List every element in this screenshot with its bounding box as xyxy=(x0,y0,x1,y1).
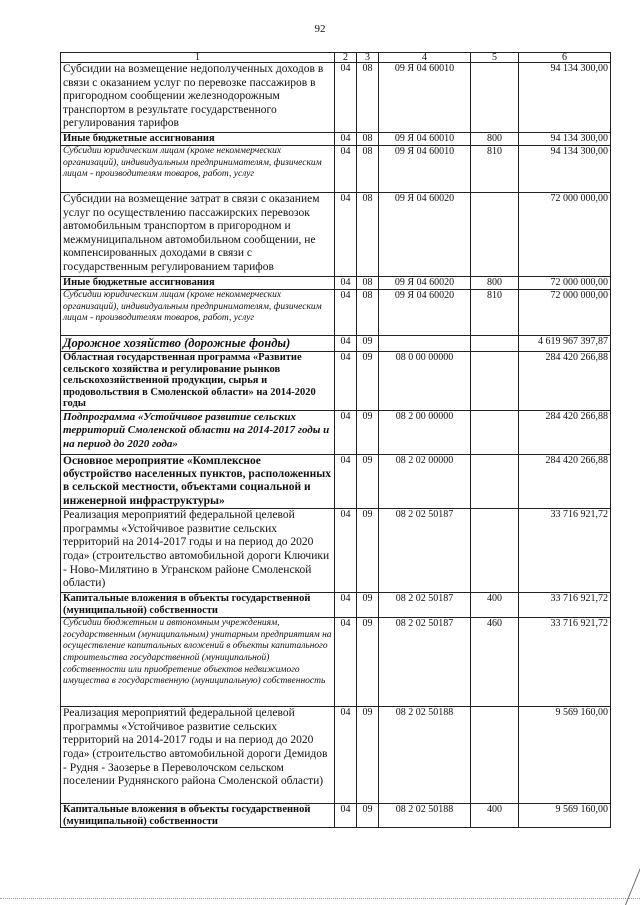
subsection-code: 09 xyxy=(357,410,379,454)
target-article-code: 09 Я 04 60020 xyxy=(379,193,471,277)
subsection-code: 09 xyxy=(357,509,379,593)
expense-type-code: 800 xyxy=(471,133,519,146)
section-code: 04 xyxy=(335,352,357,411)
expense-type-code xyxy=(471,454,519,509)
target-article-code: 09 Я 04 60020 xyxy=(379,290,471,336)
expense-type-code: 460 xyxy=(471,618,519,707)
section-code: 04 xyxy=(335,618,357,707)
expense-type-code xyxy=(471,352,519,411)
row-name: Капитальные вложения в объекты государственной (муниципальной) собственности xyxy=(61,593,335,618)
table-row xyxy=(61,618,611,707)
target-article-code: 08 2 02 50188 xyxy=(379,804,471,828)
header-col-6: 6 xyxy=(519,53,611,63)
expense-type-code: 810 xyxy=(471,290,519,336)
row-name: Основное мероприятие «Комплексное обустройство населенных пунктов, расположенных в сельской местности, объектами социальной и инженерной инфраструктуры» xyxy=(61,454,335,509)
row-name: Иные бюджетные ассигнования xyxy=(61,133,335,146)
amount: 4 619 967 397,87 xyxy=(519,336,611,352)
section-code: 04 xyxy=(335,193,357,277)
expense-type-code xyxy=(471,336,519,352)
amount: 94 134 300,00 xyxy=(519,63,611,133)
header-col-5: 5 xyxy=(471,53,519,63)
header-col-3: 3 xyxy=(357,53,379,63)
table-row xyxy=(61,146,611,193)
target-article-code: 09 Я 04 60010 xyxy=(379,63,471,133)
amount: 9 569 160,00 xyxy=(519,707,611,804)
table-row xyxy=(61,133,611,146)
section-code: 04 xyxy=(335,336,357,352)
table-row xyxy=(61,290,611,336)
expense-type-code xyxy=(471,410,519,454)
section-code: 04 xyxy=(335,410,357,454)
expense-type-code xyxy=(471,509,519,593)
header-col-2: 2 xyxy=(335,53,357,63)
section-code: 04 xyxy=(335,63,357,133)
row-name: Субсидии юридическим лицам (кроме некоммерческих организаций), индивидуальным предпринимателям, физическим лицам - производителям товаров, работ, услуг xyxy=(61,146,335,193)
row-name: Капитальные вложения в объекты государственной (муниципальной) собственности xyxy=(61,804,335,828)
budget-table xyxy=(60,52,611,828)
row-name: Областная государственная программа «Развитие сельского хозяйства и регулирование рынков сельскохозяйственной продукции, сырья и продовольствия в Смоленской области» на 2014-2020 годы xyxy=(61,352,335,411)
row-name: Реализация мероприятий федеральной целевой программы «Устойчивое развитие сельских территорий на 2014-2017 годы и на период до 2020 года» (строительство автомобильной дороги Демидов - Рудня - Заозерье в Переволочском сельском поселении Руднянского района Смоленской области) xyxy=(61,707,335,804)
section-code: 04 xyxy=(335,277,357,290)
table-row xyxy=(61,707,611,804)
target-article-code: 09 Я 04 60010 xyxy=(379,146,471,193)
subsection-code: 09 xyxy=(357,707,379,804)
header-col-4: 4 xyxy=(379,53,471,63)
table-row xyxy=(61,804,611,828)
section-code: 04 xyxy=(335,290,357,336)
target-article-code: 08 2 02 50187 xyxy=(379,618,471,707)
amount: 284 420 266,88 xyxy=(519,410,611,454)
target-article-code: 08 2 02 50187 xyxy=(379,593,471,618)
amount: 9 569 160,00 xyxy=(519,804,611,828)
subsection-code: 08 xyxy=(357,193,379,277)
target-article-code xyxy=(379,336,471,352)
subsection-code: 08 xyxy=(357,146,379,193)
page-number: 92 xyxy=(314,23,326,35)
subsection-code: 09 xyxy=(357,352,379,411)
table-row xyxy=(61,410,611,454)
subsection-code: 09 xyxy=(357,336,379,352)
table-row xyxy=(61,336,611,352)
target-article-code: 09 Я 04 60020 xyxy=(379,277,471,290)
section-code: 04 xyxy=(335,804,357,828)
target-article-code: 08 2 02 50187 xyxy=(379,509,471,593)
table-row xyxy=(61,63,611,133)
target-article-code: 08 2 02 50188 xyxy=(379,707,471,804)
amount: 72 000 000,00 xyxy=(519,290,611,336)
table-header-row xyxy=(61,53,611,63)
expense-type-code: 800 xyxy=(471,277,519,290)
row-name: Иные бюджетные ассигнования xyxy=(61,277,335,290)
row-name: Субсидии на возмещение недополученных доходов в связи с оказанием услуг по перевозке пассажиров в пригородном сообщении железнодорожным транспортом в результате государственного регулирования тарифов xyxy=(61,63,335,133)
margin-scan-line xyxy=(625,825,640,905)
table-row xyxy=(61,352,611,411)
bottom-scan-edge xyxy=(0,898,640,901)
section-code: 04 xyxy=(335,707,357,804)
target-article-code: 09 Я 04 60010 xyxy=(379,133,471,146)
expense-type-code xyxy=(471,63,519,133)
row-name: Субсидии юридическим лицам (кроме некоммерческих организаций), индивидуальным предпринимателям, физическим лицам - производителям товаров, работ, услуг xyxy=(61,290,335,336)
section-code: 04 xyxy=(335,133,357,146)
row-name: Субсидии бюджетным и автономным учреждениям, государственным (муниципальным) унитарным предприятиям на осуществление капитальных вложений в объекты капитального строительства государственной (муниципальной) собственности или приобретение объектов недвижимого имущества в государственную (муниципальную) собственность xyxy=(61,618,335,707)
target-article-code: 08 2 00 00000 xyxy=(379,410,471,454)
subsection-code: 08 xyxy=(357,290,379,336)
table-row xyxy=(61,593,611,618)
row-name: Реализация мероприятий федеральной целевой программы «Устойчивое развитие сельских территорий на 2014-2017 годы и на период до 2020 года» (строительство автомобильной дороги Ключики - Ново-Милятино в Угранском районе Смоленской области) xyxy=(61,509,335,593)
row-name: Подпрограмма «Устойчивое развитие сельских территорий Смоленской области на 2014-2017 годы и на период до 2020 года» xyxy=(61,410,335,454)
section-code: 04 xyxy=(335,593,357,618)
subsection-code: 09 xyxy=(357,804,379,828)
expense-type-code xyxy=(471,193,519,277)
amount: 72 000 000,00 xyxy=(519,193,611,277)
section-code: 04 xyxy=(335,454,357,509)
target-article-code: 08 0 00 00000 xyxy=(379,352,471,411)
row-name: Субсидии на возмещение затрат в связи с оказанием услуг по осуществлению пассажирских перевозок автомобильным транспортом в пригородном и межмуниципальном автомобильном сообщении, не компенсированных доходами в связи с государственным регулированием тарифов xyxy=(61,193,335,277)
table-row xyxy=(61,509,611,593)
amount: 33 716 921,72 xyxy=(519,618,611,707)
header-col-1: 1 xyxy=(61,53,335,63)
table-row xyxy=(61,277,611,290)
amount: 94 134 300,00 xyxy=(519,146,611,193)
expense-type-code: 400 xyxy=(471,804,519,828)
amount: 72 000 000,00 xyxy=(519,277,611,290)
table-row xyxy=(61,454,611,509)
subsection-code: 09 xyxy=(357,454,379,509)
subsection-code: 09 xyxy=(357,593,379,618)
amount: 284 420 266,88 xyxy=(519,454,611,509)
amount: 94 134 300,00 xyxy=(519,133,611,146)
section-code: 04 xyxy=(335,509,357,593)
subsection-code: 08 xyxy=(357,133,379,146)
expense-type-code xyxy=(471,707,519,804)
subsection-code: 08 xyxy=(357,277,379,290)
expense-type-code: 400 xyxy=(471,593,519,618)
amount: 33 716 921,72 xyxy=(519,509,611,593)
table-row xyxy=(61,193,611,277)
subsection-code: 09 xyxy=(357,618,379,707)
section-code: 04 xyxy=(335,146,357,193)
subsection-code: 08 xyxy=(357,63,379,133)
expense-type-code: 810 xyxy=(471,146,519,193)
amount: 284 420 266,88 xyxy=(519,352,611,411)
target-article-code: 08 2 02 00000 xyxy=(379,454,471,509)
amount: 33 716 921,72 xyxy=(519,593,611,618)
row-name: Дорожное хозяйство (дорожные фонды) xyxy=(61,336,335,352)
